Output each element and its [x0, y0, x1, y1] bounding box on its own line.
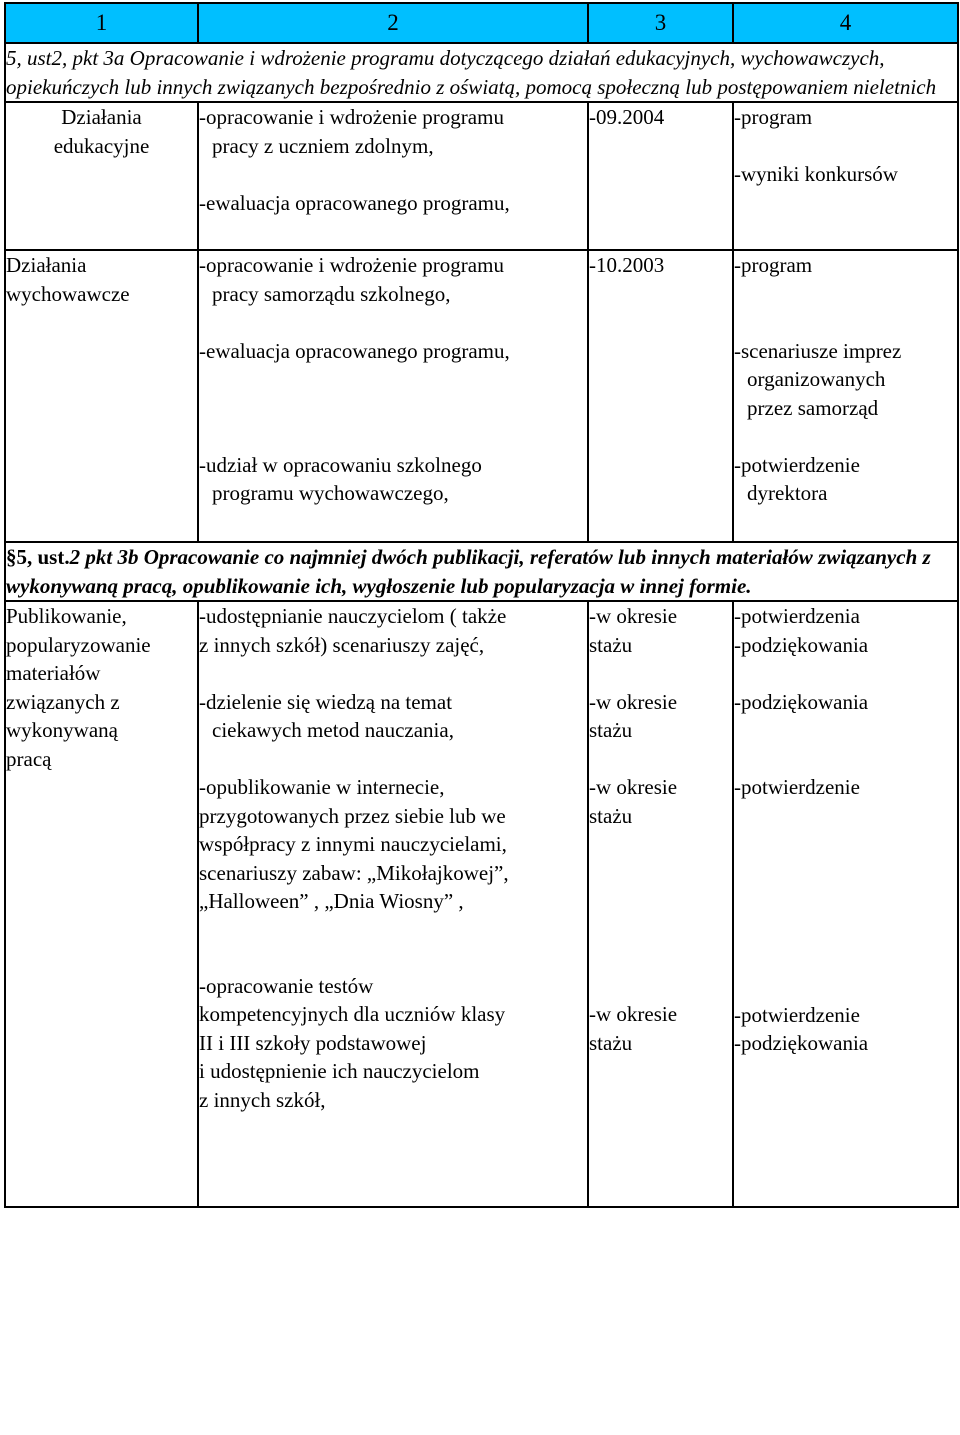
evidence-line: -program — [734, 105, 813, 129]
category-cell — [5, 601, 198, 1207]
header-cell: 4 — [733, 3, 958, 43]
section-b-title-row — [5, 542, 958, 601]
category-line: wykonywaną — [6, 718, 118, 742]
task-line: -opracowanie i wdrożenie programu — [199, 105, 504, 129]
evidence-line: -podziękowania — [734, 689, 869, 714]
evidence-cell — [733, 601, 958, 1207]
task-line: -ewaluacja opracowanego programu, — [199, 338, 510, 363]
evidence-cell — [733, 250, 958, 542]
evidence-cell — [733, 102, 958, 250]
evidence-line: -podziękowania — [734, 632, 869, 657]
table-row — [5, 102, 958, 250]
category-line: edukacyjne — [53, 133, 150, 158]
category-line: popularyzowanie — [6, 632, 151, 657]
evidence-line: przez samorząd — [747, 395, 879, 420]
task-line: kompetencyjnych dla uczniów klasy — [199, 1002, 506, 1026]
evidence-line: -program — [734, 253, 813, 277]
task-line: współpracy z innymi nauczycielami, — [199, 832, 507, 856]
date-line: -w okresie — [589, 775, 678, 799]
evidence-line: -potwierdzenia — [734, 604, 860, 628]
tasks-cell — [198, 250, 588, 542]
task-line: II i III szkoły podstawowej — [199, 1030, 427, 1055]
evidence-line: dyrektora — [747, 481, 828, 505]
task-line: scenariuszy zabaw: „Mikołajkowej”, — [199, 860, 509, 885]
date-cell — [588, 601, 733, 1207]
category-line: związanych z — [6, 689, 120, 714]
task-line: z innych szkół) scenariuszy zajęć, — [199, 632, 485, 657]
task-line: -dzielenie się wiedzą na temat — [199, 689, 453, 714]
task-line: „Halloween” , „Dnia Wiosny” , — [199, 889, 464, 913]
task-line: i udostępnienie ich nauczycielom — [199, 1059, 480, 1083]
task-line: -udostępnianie nauczycielom ( także — [199, 604, 507, 628]
category-cell — [5, 250, 198, 542]
header-row — [5, 3, 958, 43]
category-line: Publikowanie, — [6, 604, 127, 628]
task-line: -opracowanie i wdrożenie programu — [199, 253, 504, 277]
evidence-line: -potwierdzenie — [734, 775, 860, 799]
category-line: Działania — [61, 105, 142, 129]
table-row — [5, 601, 958, 1207]
header-cell: 2 — [198, 3, 588, 43]
date-line: stażu — [589, 632, 633, 657]
task-line: pracy samorządu szkolnego, — [212, 281, 451, 306]
task-line: z innych szkół, — [199, 1087, 326, 1112]
date-line: stażu — [589, 718, 633, 742]
date-line: stażu — [589, 1030, 633, 1055]
evidence-line: -wyniki konkursów — [734, 162, 898, 186]
date-cell: -10.2003 — [588, 250, 733, 542]
task-line: programu wychowawczego, — [212, 481, 449, 505]
section-symbol: §5, ust. — [6, 545, 70, 569]
table-row — [5, 250, 958, 542]
task-line: -ewaluacja opracowanego programu, — [199, 190, 510, 215]
section-a-title: 5, ust2, pkt 3a Opracowanie i wdrożenie programu dotyczącego działań edukacyjnych, wychowawczych, opiekuńczych lub innych związanych bezpośrednio z oświatą, pomocą społeczną lub postępowaniem nieletnich — [5, 43, 958, 102]
evidence-line: -potwierdzenie — [734, 1002, 860, 1027]
date-line: -w okresie — [589, 604, 678, 628]
category-line: materiałów — [6, 661, 101, 685]
category-line: pracą — [6, 746, 52, 771]
date-cell: -09.2004 — [588, 102, 733, 250]
task-line: -opublikowanie w internecie, — [199, 775, 445, 799]
category-line: wychowawcze — [6, 281, 130, 306]
section-a-title-row — [5, 43, 958, 102]
date-line: -w okresie — [589, 1002, 678, 1026]
task-line: pracy z uczniem zdolnym, — [212, 133, 434, 158]
tasks-cell — [198, 102, 588, 250]
section-b-title — [5, 542, 958, 601]
evidence-line: -potwierdzenie — [734, 452, 860, 477]
task-line: -opracowanie testów — [199, 973, 374, 998]
category-cell — [5, 102, 198, 250]
task-line: ciekawych metod nauczania, — [212, 718, 454, 742]
task-line: przygotowanych przez siebie lub we — [199, 803, 506, 828]
task-line: -udział w opracowaniu szkolnego — [199, 452, 482, 477]
date-line: -w okresie — [589, 689, 678, 714]
evidence-line: -podziękowania — [734, 1031, 869, 1055]
evidence-line: -scenariusze imprez — [734, 338, 902, 363]
section-b-text: 2 pkt 3b Opracowanie co najmniej dwóch publikacji, referatów lub innych materiałów związanych z wykonywaną pracą, opublikowanie ich, wygłoszenie lub popularyzacja w innej formie. — [6, 545, 931, 598]
header-cell: 3 — [588, 3, 733, 43]
header-cell: 1 — [5, 3, 198, 43]
tasks-cell — [198, 601, 588, 1207]
document-table — [4, 2, 959, 1208]
date-line: stażu — [589, 803, 633, 828]
category-line: Działania — [6, 253, 87, 277]
evidence-line: organizowanych — [747, 367, 886, 391]
